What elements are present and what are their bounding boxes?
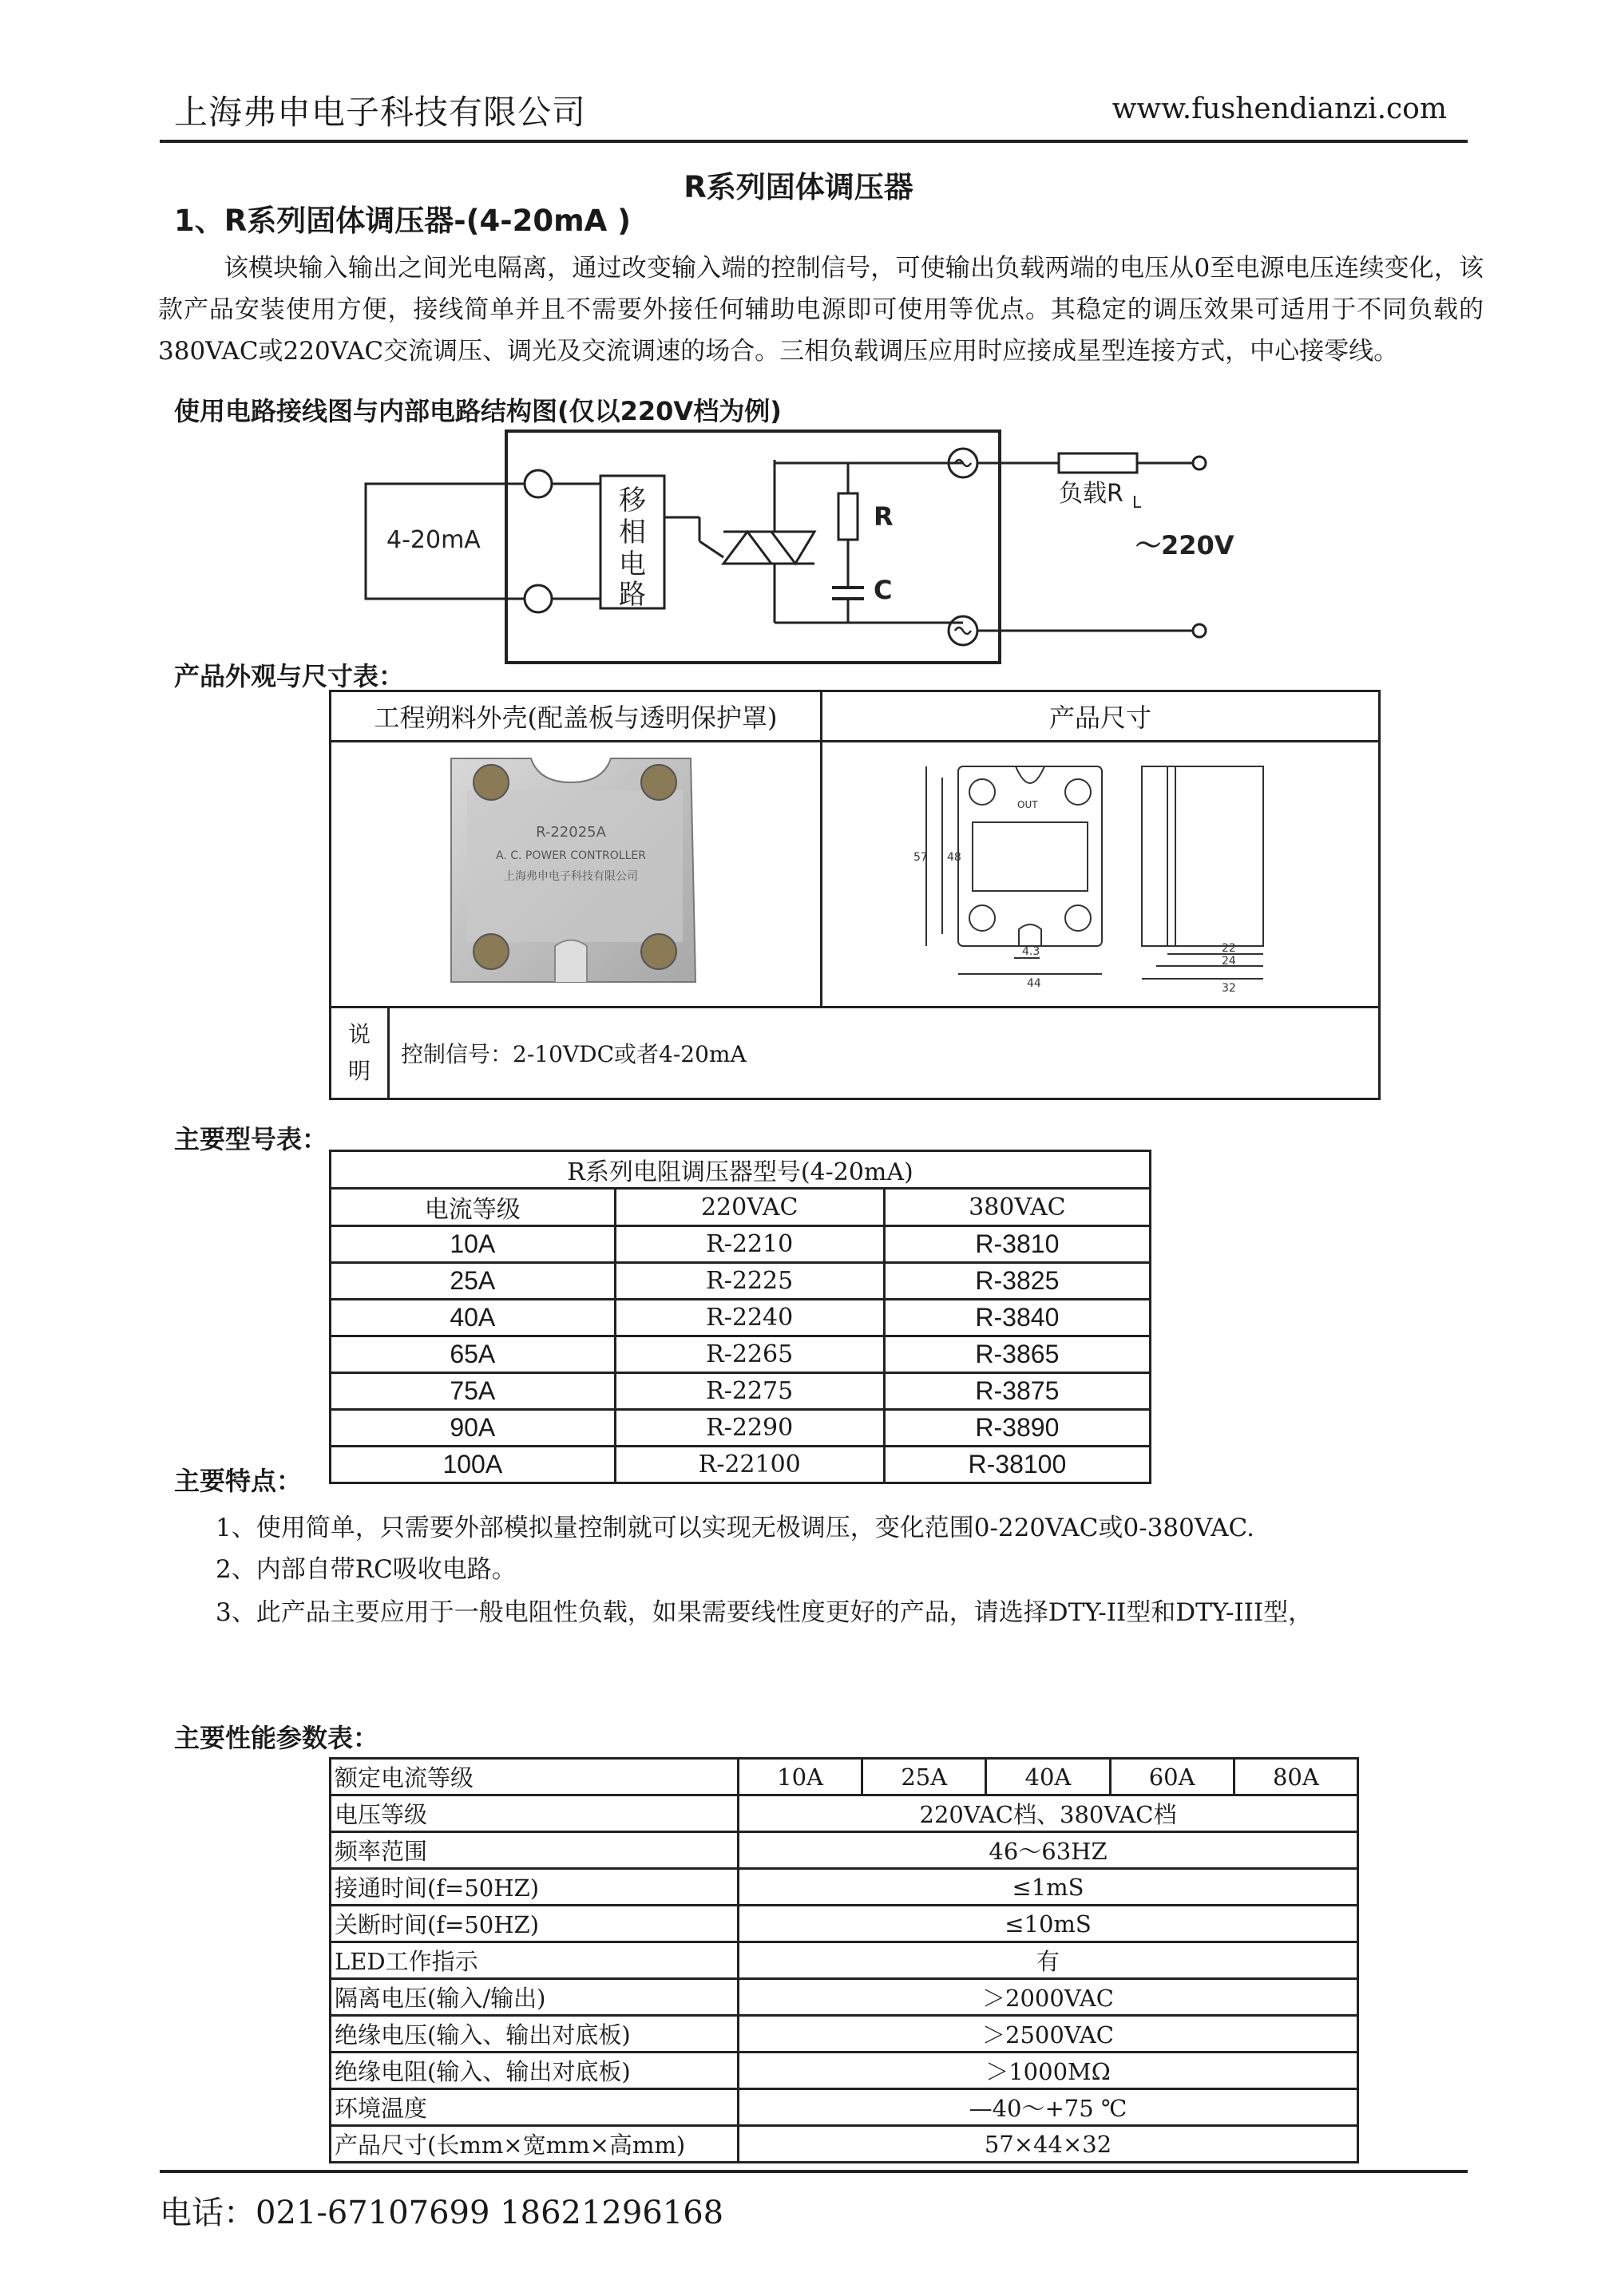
module-char-3: 电 bbox=[619, 548, 646, 580]
input-signal-label: 4-20mA bbox=[386, 526, 481, 554]
dim-57: 57 bbox=[913, 851, 928, 864]
footer-phone: 电话：021-67107699 18621296168 bbox=[160, 2195, 724, 2231]
module-char-2: 相 bbox=[619, 517, 646, 548]
table-row: 65A R-2265 R-3865 bbox=[331, 1336, 1151, 1373]
table-row: 100A R-22100 R-38100 bbox=[331, 1447, 1151, 1483]
page-title: R系列固体调压器 bbox=[684, 170, 913, 204]
model-caption: R系列电阻调压器型号(4-20mA) bbox=[331, 1151, 1151, 1189]
table-row: 绝缘电阻(输入、输出对底板) ＞1000MΩ bbox=[331, 2053, 1358, 2089]
performance-heading: 主要性能参数表： bbox=[174, 1723, 379, 1753]
supply-terminal-1 bbox=[1193, 457, 1206, 469]
note-label-1: 说 bbox=[347, 1021, 371, 1047]
product-model-text: R-22025A bbox=[536, 824, 606, 841]
triac-symbol bbox=[699, 532, 814, 564]
table-row: LED工作指示 有 bbox=[331, 1942, 1358, 1979]
table-row: 电压等级 220VAC档、380VAC档 bbox=[331, 1795, 1358, 1832]
table-row: 环境温度 —40～+75 ℃ bbox=[331, 2089, 1358, 2126]
resistor-r bbox=[838, 493, 858, 540]
load-label: 负载R bbox=[1059, 480, 1123, 508]
appearance-col2-header: 产品尺寸 bbox=[822, 691, 1380, 742]
table-row: 接通时间(f=50HZ) ≤1mS bbox=[331, 1869, 1358, 1906]
feature-item-3: 3、此产品主要应用于一般电阻性负载，如果需要线性度更好的产品，请选择DTY-II型和DTY-III型， bbox=[216, 1598, 1314, 1627]
dim-out: OUT bbox=[1017, 799, 1038, 810]
table-row: 产品尺寸(长mm×宽mm×高mm) 57×44×32 bbox=[331, 2126, 1358, 2163]
supply-terminal-2 bbox=[1193, 624, 1206, 637]
supply-label: ～220V bbox=[1135, 530, 1234, 560]
table-row: 频率范围 46～63HZ bbox=[331, 1832, 1358, 1869]
dimension-drawing bbox=[822, 742, 1378, 1003]
appearance-table bbox=[329, 690, 1381, 1100]
model-header-380: 380VAC bbox=[884, 1189, 1150, 1226]
features-heading: 主要特点： bbox=[174, 1466, 303, 1496]
note-label bbox=[331, 1007, 389, 1099]
section-1-title: 1、R系列固体调压器-(4-20mA ) bbox=[174, 204, 632, 238]
c-label: C bbox=[874, 575, 893, 605]
load-subscript: L bbox=[1132, 493, 1142, 512]
performance-table: 额定电流等级 10A 25A 40A 60A 80A 电压等级 220VAC档、380VAC档 频率范围 46～63HZ 接通时间(f=50HZ) ≤1mS 关断时间(f=50HZ) ≤10mS LED工作指示 有 隔离电压(输入/输出) ＞2000VAC 绝缘电压(输入、输出对底板) ＞2500VAC 绝缘电阻(输入、输出对底板) ＞1000MΩ 环境温度 —40～+75 ℃ 产品尺寸(长mm×宽mm×高mm) 57×44×32 bbox=[329, 1757, 1359, 2163]
load-resistor bbox=[1059, 453, 1137, 473]
note-text: 控制信号：2-10VDC或者4-20mA bbox=[389, 1007, 1380, 1099]
note-label-2: 明 bbox=[347, 1058, 371, 1084]
table-row: 关断时间(f=50HZ) ≤10mS bbox=[331, 1906, 1358, 1942]
product-photo bbox=[331, 742, 820, 1003]
module-char-4: 路 bbox=[619, 579, 646, 611]
product-maker-text: 上海弗申电子科技有限公司 bbox=[504, 870, 638, 883]
wiring-heading: 使用电路接线图与内部电路结构图(仅以220V档为例) bbox=[174, 396, 782, 426]
intro-paragraph: 该模块输入输出之间光电隔离，通过改变输入端的控制信号，可使输出负载两端的电压从0至电源电压连续变化，该款产品安装使用方便，接线简单并且不需要外接任何辅助电源即可使用等优点。其稳定的调压效果可适用于不同负载的380VAC或220VAC交流调压、调光及交流调速的场合。三相负载调压应用时应接成星型连接方式，中心接零线。 bbox=[158, 254, 1484, 366]
table-row: 75A R-2275 R-3875 bbox=[331, 1373, 1151, 1410]
perf-rated-label: 额定电流等级 bbox=[331, 1759, 739, 1795]
dimension-drawing-cell bbox=[822, 742, 1380, 1007]
product-desc-text: A. C. POWER CONTROLLER bbox=[496, 849, 646, 862]
dim-4-3: 4.3 bbox=[1022, 945, 1040, 958]
models-heading: 主要型号表： bbox=[174, 1124, 328, 1154]
input-terminal-minus bbox=[525, 585, 552, 612]
dim-22: 22 bbox=[1222, 942, 1236, 955]
footer-rule bbox=[160, 2170, 1468, 2173]
model-table bbox=[329, 1150, 1151, 1484]
table-row: 绝缘电压(输入、输出对底板) ＞2500VAC bbox=[331, 2016, 1358, 2053]
module-outline bbox=[506, 431, 1000, 663]
product-photo-cell bbox=[331, 742, 822, 1007]
header-rule bbox=[160, 140, 1468, 143]
input-terminal-plus bbox=[525, 470, 552, 497]
dim-32: 32 bbox=[1222, 982, 1236, 995]
model-header-current: 电流等级 bbox=[331, 1189, 616, 1226]
feature-item-1: 1、使用简单，只需要外部模拟量控制就可以实现无极调压，变化范围0-220VAC或0-380VAC. bbox=[216, 1514, 1254, 1542]
table-row: 25A R-2225 R-3825 bbox=[331, 1263, 1151, 1300]
company-name: 上海弗申电子科技有限公司 bbox=[174, 93, 587, 132]
website-url[interactable]: www.fushendianzi.com bbox=[1112, 93, 1447, 125]
table-row: 10A R-2210 R-3810 bbox=[331, 1226, 1151, 1263]
r-label: R bbox=[874, 501, 894, 532]
table-row: 隔离电压(输入/输出) ＞2000VAC bbox=[331, 1979, 1358, 2016]
feature-item-2: 2、内部自带RC吸收电路。 bbox=[216, 1555, 517, 1584]
dim-48: 48 bbox=[947, 851, 961, 864]
wiring-diagram bbox=[343, 422, 1254, 677]
table-row: 90A R-2290 R-3890 bbox=[331, 1410, 1151, 1447]
dim-44: 44 bbox=[1027, 977, 1041, 990]
table-row: 40A R-2240 R-3840 bbox=[331, 1300, 1151, 1336]
module-char-1: 移 bbox=[619, 485, 646, 517]
model-header-220: 220VAC bbox=[615, 1189, 884, 1226]
appearance-col1-header: 工程朔料外壳(配盖板与透明保护罩) bbox=[331, 691, 822, 742]
appearance-heading: 产品外观与尺寸表： bbox=[174, 661, 405, 691]
dim-24: 24 bbox=[1222, 955, 1236, 968]
